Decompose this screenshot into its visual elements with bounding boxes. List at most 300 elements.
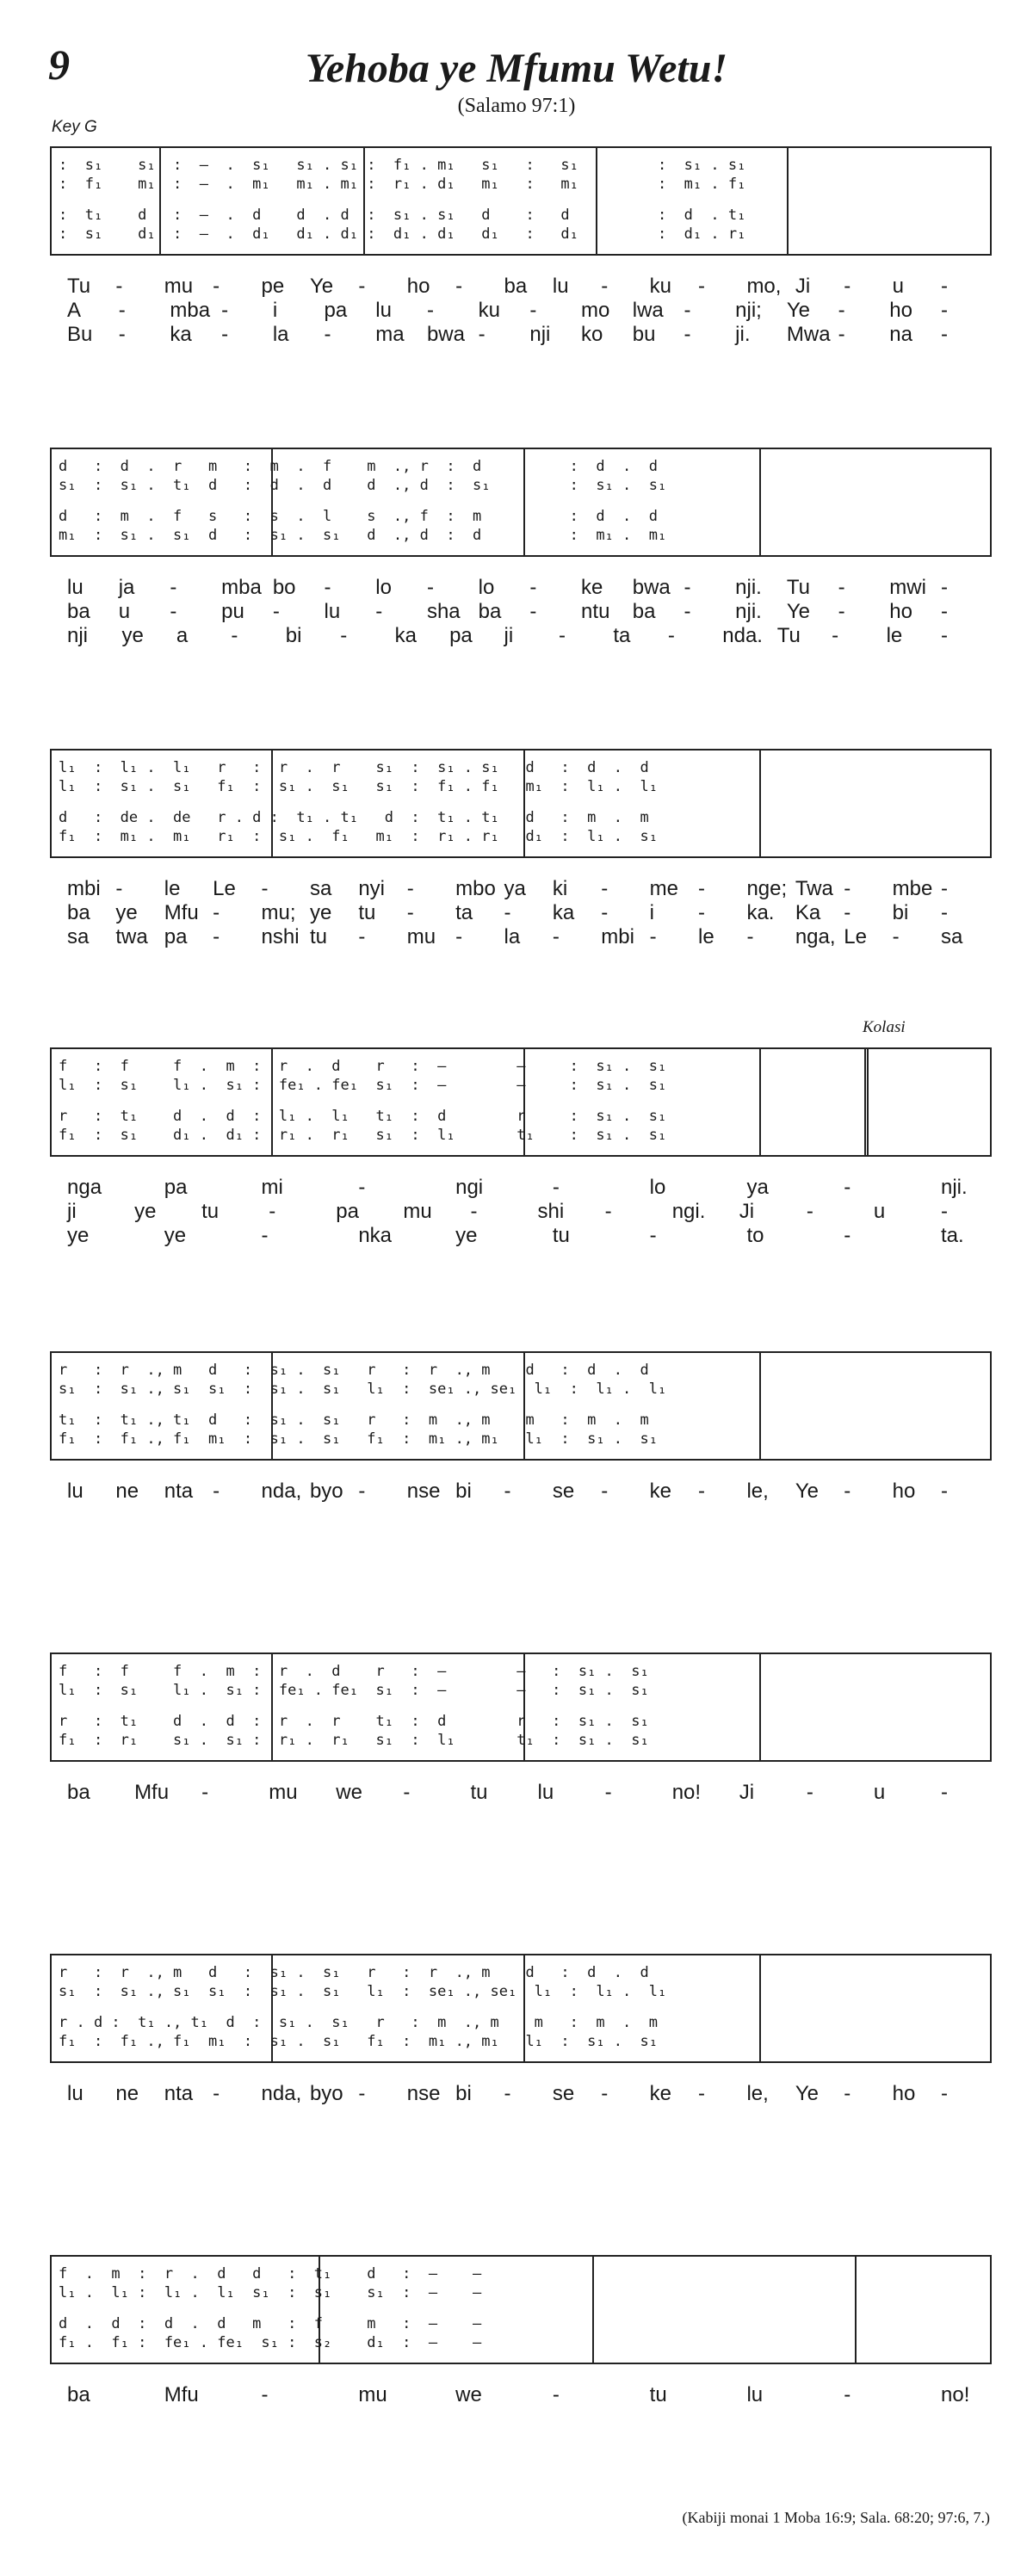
lyric-syllable: - [118,323,126,346]
double-bar-line [864,1049,869,1155]
staff-system [50,448,992,557]
solfa-line: f₁ : m₁ . m₁ r₁ : s₁ . f₁ m₁ : r₁ . r₁ d₁ : l₁ . s₁ [59,828,658,845]
lyric-syllable: shi [537,1200,565,1223]
lyric-syllable: - [941,275,948,298]
lyric-line [50,599,992,625]
lyric-syllable: nji. [735,600,762,623]
lyric-syllable: - [941,1781,948,1804]
lyric-syllable: - [844,2383,851,2406]
lyric-syllable: to [746,1224,764,1247]
solfa-line: r . d : t₁ ., t₁ d : s₁ . s₁ r : m ., m m : m . m [59,2014,658,2031]
lyric-syllable: mu [269,1781,298,1804]
lyric-syllable: - [221,299,229,322]
lyric-syllable: Ka [795,901,821,924]
bar-line [759,1353,761,1459]
solfa-line: s₁ : s₁ . t₁ d : d . d d ., d : s₁ : s₁ . s₁ [59,477,667,494]
staff-system [50,2255,992,2364]
lyric-syllable: - [115,877,123,900]
lyric-syllable: - [231,624,238,647]
lyric-syllable: tu [552,1224,570,1247]
lyric-syllable: nta [164,1480,194,1503]
lyric-syllable: - [941,600,948,623]
lyric-syllable: - [269,1200,276,1223]
lyric-syllable: u [873,1200,886,1223]
lyric-syllable: Tu [786,576,810,599]
chorus-label: Kolasi [863,1018,906,1036]
lyric-line [50,2081,992,2107]
lyric-syllable: - [358,1480,366,1503]
lyric-syllable: ma [375,323,405,346]
bar-line [855,2257,857,2363]
lyric-syllable: lo [375,576,392,599]
lyric-line [50,1175,992,1201]
lyric-syllable: - [684,576,691,599]
lyric-syllable: ku [478,299,500,322]
lyric-syllable: - [324,576,331,599]
lyric-syllable: Le [844,925,867,948]
lyric-syllable: - [667,624,675,647]
lyric-syllable: - [470,1200,478,1223]
lyric-syllable: - [684,323,691,346]
solfa-line: d : de . de r . d : t₁ . t₁ d : t₁ . t₁ d : m . m [59,809,649,826]
solfa-line: : s₁ s₁ : – . s₁ s₁ . s₁ : f₁ . m₁ s₁ : s₁ : s₁ . s₁ [59,157,746,174]
staff-system [50,1351,992,1461]
solfa-line: r : r ., m d : s₁ . s₁ r : r ., m d : d . d [59,1964,649,1981]
lyric-syllable: sha [426,600,461,623]
solfa-line: d . d : d . d m : f m : — — [59,2315,482,2332]
scripture-reference: (Kabiji monai 1 Moba 16:9; Sala. 68:20; 97:6, 7.) [682,2509,990,2526]
lyric-syllable: i [272,299,278,322]
solfa-line: f . m : r . d d : t₁ d : — — [59,2265,482,2283]
lyric-syllable: ka. [746,901,775,924]
lyric-syllable: sa [309,877,332,900]
lyric-syllable: - [941,2082,948,2105]
lyric-syllable: - [552,925,560,948]
lyric-syllable: nji [67,624,89,647]
lyric-syllable: twa [115,925,148,948]
lyric-syllable: - [221,323,229,346]
lyric-line [50,1223,992,1249]
lyric-syllable: ji. [735,323,751,346]
lyric-syllable: Le [213,877,236,900]
lyric-syllable: - [941,323,948,346]
solfa-line: f : f f . m : r . d r : — — : s₁ . s₁ [59,1663,649,1680]
lyric-line [50,298,992,324]
lyric-syllable: A [67,299,82,322]
lyric-syllable: - [838,600,845,623]
lyric-syllable: mu [358,2383,387,2406]
lyric-syllable: - [529,299,537,322]
lyric-syllable: no! [941,2383,970,2406]
lyric-syllable: nta [164,2082,194,2105]
lyric-syllable: bu [632,323,656,346]
lyric-syllable: ye [309,901,332,924]
song-number: 9 [48,40,70,89]
lyric-syllable: - [213,925,220,948]
lyric-syllable: - [941,624,948,647]
lyric-syllable: nka [358,1224,393,1247]
lyric-syllable: ba [632,600,656,623]
lyric-syllable: ka [394,624,417,647]
lyric-syllable: la [272,323,289,346]
lyric-syllable: Mfu [164,901,199,924]
lyric-syllable: - [552,1176,560,1199]
lyric-syllable: ya [504,877,526,900]
lyric-line [50,1780,992,1806]
lyric-syllable: byo [309,2082,343,2105]
lyric-syllable: ye [455,1224,478,1247]
lyric-syllable: - [832,624,839,647]
lyric-syllable: ye [115,901,138,924]
solfa-line: f₁ : f₁ ., f₁ m₁ : s₁ . s₁ f₁ : m₁ ., m₁ l₁ : s₁ . s₁ [59,2033,658,2050]
lyric-syllable: bo [272,576,296,599]
solfa-line: l₁ : s₁ l₁ . s₁ : fe₁ . fe₁ s₁ : — — : s₁ . s₁ [59,1682,649,1699]
lyric-syllable: - [504,901,511,924]
lyric-syllable: u [873,1781,886,1804]
lyric-syllable: pa [324,299,348,322]
bar-line [759,1955,761,2061]
lyric-syllable: - [118,299,126,322]
lyric-syllable: - [455,925,463,948]
lyric-syllable: mo [581,299,610,322]
lyric-syllable: ba [67,901,90,924]
lyric-syllable: Ye [309,275,334,298]
lyric-syllable: ye [67,1224,90,1247]
lyric-syllable: - [375,600,383,623]
lyric-syllable: Tu [67,275,91,298]
lyric-syllable: - [529,600,537,623]
song-subtitle: (Salamo 97:1) [457,95,576,117]
lyric-syllable: - [426,299,434,322]
bar-line [759,1654,761,1760]
lyric-syllable: ba [67,600,90,623]
song-title: Yehoba ye Mfumu Wetu! [305,46,728,91]
lyric-syllable: - [684,299,691,322]
lyric-syllable: ye [134,1200,157,1223]
solfa-line: f₁ : r₁ s₁ . s₁ : r₁ . r₁ s₁ : l₁ t₁ : s₁ . s₁ [59,1732,649,1749]
lyric-syllable: - [844,1480,851,1503]
lyric-syllable: tu [358,901,376,924]
lyric-syllable: - [838,299,845,322]
lyric-syllable: - [649,1224,657,1247]
lyric-syllable: - [844,1176,851,1199]
lyric-syllable: - [358,2082,366,2105]
lyric-line [50,924,992,950]
solfa-line: s₁ : s₁ ., s₁ s₁ : s₁ . s₁ l₁ : se₁ ., se₁ l₁ : l₁ . l₁ [59,1983,667,2000]
lyric-syllable: - [272,600,280,623]
lyric-syllable: bwa [426,323,465,346]
lyric-syllable: mu [403,1200,432,1223]
lyric-syllable: - [601,877,609,900]
lyric-syllable: we [336,1781,362,1804]
lyric-syllable: - [698,275,706,298]
lyric-syllable: mbi [67,877,101,900]
lyric-syllable: - [601,2082,609,2105]
lyric-syllable: - [358,1176,366,1199]
lyric-syllable: - [558,624,566,647]
solfa-line: s₁ : s₁ ., s₁ s₁ : s₁ . s₁ l₁ : se₁ ., se₁ l₁ : l₁ . l₁ [59,1381,667,1398]
lyric-syllable: lwa [632,299,664,322]
lyric-line [50,1199,992,1225]
solfa-line: l₁ : s₁ . s₁ f₁ : s₁ . s₁ s₁ : f₁ . f₁ m₁ : l₁ . l₁ [59,778,658,795]
bar-line [592,2257,594,2363]
solfa-line: : s₁ d₁ : – . d₁ d₁ . d₁ : d₁ . d₁ d₁ : d₁ : d₁ . r₁ [59,225,746,243]
lyric-syllable: ta [455,901,473,924]
lyric-syllable: - [941,901,948,924]
lyric-syllable: - [403,1781,411,1804]
lyric-syllable: ji [67,1200,77,1223]
lyric-syllable: bi [455,2082,472,2105]
lyric-syllable: ngi [455,1176,484,1199]
lyric-syllable: ntu [581,600,610,623]
lyric-syllable: nji. [941,1176,968,1199]
lyric-syllable: - [340,624,348,647]
lyric-syllable: nga [67,1176,102,1199]
lyric-syllable: Ji [739,1781,755,1804]
lyric-syllable: nse [406,1480,441,1503]
lyric-syllable: - [698,2082,706,2105]
lyric-syllable: lu [67,1480,84,1503]
lyric-syllable: - [455,275,463,298]
lyric-syllable: sa [67,925,90,948]
lyric-syllable: lu [324,600,341,623]
lyric-syllable: - [170,576,177,599]
lyric-syllable: me [649,877,678,900]
lyric-line [50,900,992,926]
solfa-line: t₁ : t₁ ., t₁ d : s₁ . s₁ r : m ., m m : m . m [59,1412,649,1429]
lyric-syllable: mbo [455,877,496,900]
lyric-syllable: - [844,901,851,924]
lyric-syllable: ye [164,1224,187,1247]
lyric-syllable: ke [649,1480,672,1503]
lyric-syllable: - [941,877,948,900]
lyric-syllable: lu [552,275,569,298]
lyric-syllable: le [698,925,714,948]
solfa-line: f : f f . m : r . d r : — — : s₁ . s₁ [59,1058,667,1075]
lyric-syllable: pu [221,600,244,623]
lyric-syllable: - [406,877,414,900]
lyric-syllable: tu [201,1200,220,1223]
lyric-syllable: Ji [795,275,811,298]
lyric-syllable: - [838,323,845,346]
lyric-syllable: - [844,877,851,900]
lyric-syllable: - [941,299,948,322]
staff-system [50,1047,992,1157]
lyric-syllable: tu [470,1781,488,1804]
lyric-syllable: tu [649,2383,667,2406]
lyric-syllable: - [261,2383,269,2406]
lyric-syllable: ta. [941,1224,964,1247]
lyric-syllable: - [426,576,434,599]
lyric-syllable: ho [889,600,912,623]
lyric-syllable: nyi [358,877,386,900]
lyric-syllable: ho [406,275,430,298]
lyric-line [50,274,992,300]
lyric-line [50,575,992,601]
solfa-line: l₁ : s₁ l₁ . s₁ : fe₁ . fe₁ s₁ : — — : s₁ . s₁ [59,1077,667,1094]
lyric-syllable: - [358,275,366,298]
lyric-syllable: Ye [786,600,811,623]
lyric-syllable: bi [892,901,909,924]
lyric-syllable: - [529,576,537,599]
lyric-syllable: pa [164,1176,188,1199]
lyric-syllable: pa [164,925,188,948]
lyric-syllable: ki [552,877,568,900]
lyric-syllable: lo [649,1176,666,1199]
lyric-syllable: mbi [601,925,634,948]
lyric-syllable: ba [478,600,502,623]
lyric-syllable: mi [261,1176,283,1199]
lyric-syllable: u [118,600,131,623]
lyric-syllable: se [552,2082,575,2105]
lyric-syllable: - [601,275,609,298]
staff-system [50,1954,992,2063]
lyric-syllable: - [698,901,706,924]
lyric-syllable: nji [529,323,551,346]
lyric-syllable: na [889,323,912,346]
lyric-syllable: mbe [892,877,933,900]
lyric-syllable: Mfu [164,2383,199,2406]
lyric-syllable: - [892,925,900,948]
lyric-syllable: pe [261,275,285,298]
lyric-syllable: la [504,925,521,948]
lyric-syllable: - [213,2082,220,2105]
lyric-syllable: ho [892,1480,916,1503]
lyric-syllable: - [604,1781,612,1804]
lyric-syllable: nge; [746,877,788,900]
lyric-syllable: - [261,1224,269,1247]
lyric-syllable: ngi. [671,1200,706,1223]
lyric-syllable: - [115,275,123,298]
lyric-syllable: pa [449,624,473,647]
lyric-line [50,2382,992,2408]
lyric-syllable: - [844,275,851,298]
lyric-syllable: ke [649,2082,672,2105]
solfa-line: f₁ : f₁ ., f₁ m₁ : s₁ . s₁ f₁ : m₁ ., m₁ l₁ : s₁ . s₁ [59,1430,658,1448]
lyric-syllable: ka [552,901,575,924]
lyric-syllable: - [213,901,220,924]
lyric-syllable: - [941,1480,948,1503]
solfa-line: f₁ . f₁ : fe₁ . fe₁ s₁ : s₂ d₁ : — — [59,2334,482,2351]
lyric-syllable: - [844,1224,851,1247]
lyric-syllable: - [806,1200,813,1223]
lyric-syllable: - [941,576,948,599]
lyric-syllable: mo, [746,275,782,298]
lyric-syllable: - [806,1781,813,1804]
solfa-line: l₁ : l₁ . l₁ r : r . r s₁ : s₁ . s₁ d : d . d [59,759,649,776]
solfa-line: m₁ : s₁ . s₁ d : s₁ . s₁ d ., d : d : m₁ . m₁ [59,527,667,544]
lyric-syllable: lu [537,1781,554,1804]
lyric-syllable: - [478,323,486,346]
lyric-syllable: le, [746,2082,769,2105]
lyric-syllable: i [649,901,654,924]
lyric-syllable: - [601,1480,609,1503]
lyric-line [50,322,992,348]
lyric-syllable: - [649,925,657,948]
lyric-syllable: Mfu [134,1781,170,1804]
lyric-syllable: Twa [795,877,833,900]
lyric-syllable: mu [406,925,436,948]
lyric-syllable: - [698,1480,706,1503]
bar-line [759,751,761,856]
lyric-syllable: pa [336,1200,359,1223]
lyric-syllable: ne [115,1480,139,1503]
lyric-syllable: lu [67,576,84,599]
lyric-syllable: nse [406,2082,441,2105]
lyric-syllable: Ye [786,299,811,322]
lyric-syllable: - [844,2082,851,2105]
staff-system [50,749,992,858]
lyric-syllable: byo [309,1480,343,1503]
lyric-syllable: - [406,901,414,924]
lyric-syllable: ho [889,299,912,322]
lyric-syllable: no! [671,1781,702,1804]
lyric-syllable: ba [67,2383,90,2406]
lyric-syllable: - [213,275,220,298]
lyric-syllable: ba [504,275,528,298]
lyric-syllable: u [892,275,904,298]
lyric-syllable: Ye [795,1480,819,1503]
lyric-syllable: Ye [795,2082,819,2105]
lyric-syllable: tu [309,925,327,948]
lyric-syllable: ko [581,323,603,346]
lyric-syllable: - [604,1200,612,1223]
lyric-syllable: lo [478,576,495,599]
lyric-syllable: sa [941,925,963,948]
lyric-syllable: mu; [261,901,296,924]
lyric-syllable: nda. [722,624,763,647]
lyric-syllable: - [201,1781,209,1804]
lyric-syllable: nshi [261,925,300,948]
lyric-syllable: lu [375,299,392,322]
lyric-syllable: mwi [889,576,926,599]
lyric-syllable: mu [164,275,194,298]
lyric-syllable: nji; [735,299,762,322]
solfa-line: r : r ., m d : s₁ . s₁ r : r ., m d : d . d [59,1362,649,1379]
lyric-syllable: nda, [261,2082,302,2105]
lyric-line [50,1479,992,1504]
lyric-syllable: we [455,2383,482,2406]
lyric-syllable: mba [221,576,262,599]
solfa-line: d : m . f s : s . l s ., f : m : d . d [59,508,658,525]
lyric-syllable: le [886,624,903,647]
lyric-syllable: - [358,925,366,948]
lyric-syllable: ku [649,275,672,298]
lyric-syllable: ne [115,2082,139,2105]
lyric-syllable: ji [504,624,514,647]
lyric-line [50,623,992,649]
solfa-line: f₁ : s₁ d₁ . d₁ : r₁ . r₁ s₁ : l₁ t₁ : s₁ . s₁ [59,1127,667,1144]
lyric-syllable: nga, [795,925,836,948]
lyric-syllable: - [504,2082,511,2105]
lyric-syllable: ho [892,2082,916,2105]
lyric-syllable: Mwa [786,323,831,346]
lyric-syllable: - [601,901,609,924]
lyric-syllable: ye [121,624,144,647]
staff-system [50,1652,992,1762]
lyric-syllable: ya [746,1176,769,1199]
lyric-syllable: - [504,1480,511,1503]
solfa-line: r : t₁ d . d : r . r t₁ : d r : s₁ . s₁ [59,1713,649,1730]
lyric-syllable: lu [746,2383,764,2406]
lyric-line [50,876,992,902]
key-signature: Key G [52,118,97,136]
lyric-syllable: ja [118,576,135,599]
bar-line [759,449,761,555]
solfa-line: d : d . r m : m . f m ., r : d : d . d [59,458,658,475]
lyric-syllable: le [164,877,181,900]
lyric-syllable: - [684,600,691,623]
